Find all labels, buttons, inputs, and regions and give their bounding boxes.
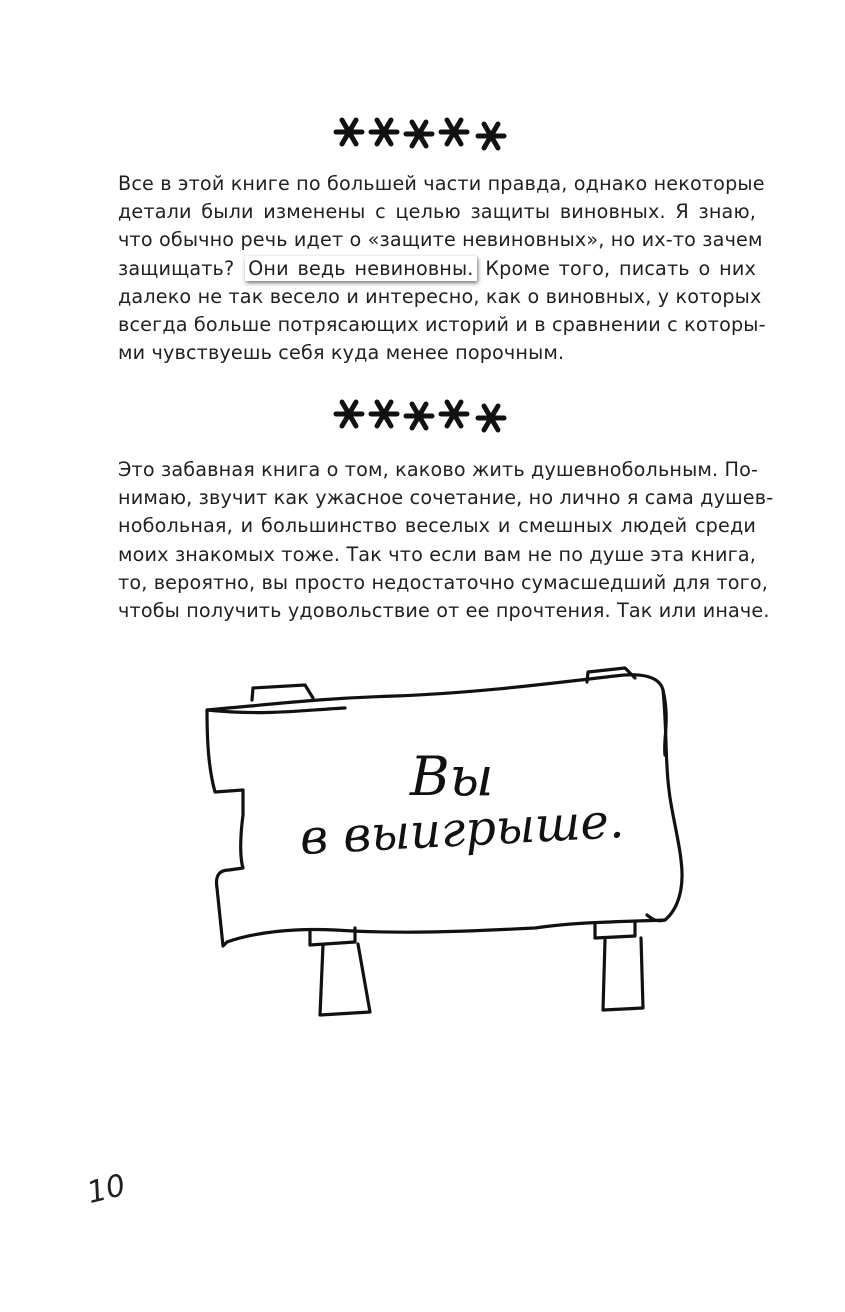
text-line: детали были изменены с целью защиты виновных. Я знаю, xyxy=(118,200,756,224)
text-line: то, вероятно, вы просто недостаточно сумасшедший для того, xyxy=(118,570,769,594)
highlighted-strip: Они ведь невиновны. xyxy=(245,256,476,281)
asterisk-divider xyxy=(0,392,845,436)
text-line: всегда больше потрясающих историй и в сравнении с которы- xyxy=(118,313,766,337)
text-line: что обычно речь идет о «защите невиновных», но их-то зачем xyxy=(118,228,763,252)
paragraph-1 xyxy=(118,170,766,367)
text-line: Это забавная книга о том, каково жить душевнобольным. По- xyxy=(118,458,759,481)
asterisk-divider-icon xyxy=(333,110,513,154)
page-number: 10 xyxy=(83,1167,130,1211)
sign-text-line-2: в выигрыше. xyxy=(298,793,626,866)
paragraph-2 xyxy=(118,456,774,625)
text-line: нобольная, и большинство веселых и смешных людей среди xyxy=(118,514,756,538)
text-line: далеко не так весело и интересно, как о виновных, у которых xyxy=(118,284,762,308)
sign-text-line-1: Вы xyxy=(410,745,494,808)
text-line: ми чувствуешь себя куда менее порочным. xyxy=(118,341,565,365)
text-line: моих знакомых тоже. Так что если вам не по душе эта книга, xyxy=(118,542,756,566)
text-segment: защищать? xyxy=(118,256,235,280)
wooden-sign-illustration xyxy=(195,660,695,1034)
text-line: нимаю, звучит как ужасное сочетание, но лично я сама душев- xyxy=(118,486,774,510)
text-line: чтобы получить удовольствие от ее прочтения. Так или иначе. xyxy=(118,599,770,623)
text-line xyxy=(118,255,756,283)
asterisk-divider xyxy=(0,110,845,154)
asterisk-divider-icon xyxy=(333,392,513,436)
text-line: Все в этой книге по большей части правда, однако некоторые xyxy=(118,172,765,195)
text-segment: Кроме того, писать о них xyxy=(485,256,757,280)
